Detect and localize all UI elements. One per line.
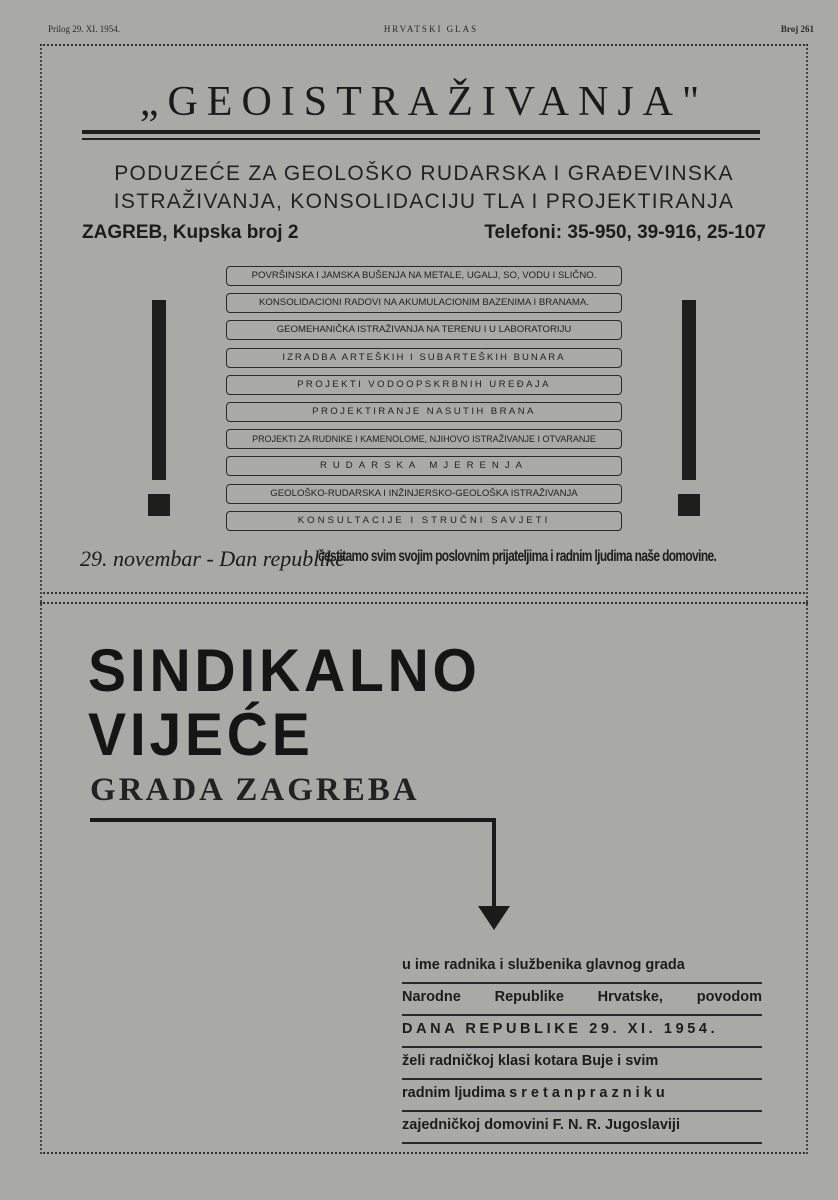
middle-dotted-rule [40,592,808,594]
title-thick-rule [82,130,760,134]
newspaper-title: HRVATSKI GLAS [383,24,479,34]
message-line: DANA REPUBLIKE 29. XI. 1954. [402,1016,762,1048]
supplement-date: Prilog 29. XI. 1954. [48,24,120,34]
service-item: PROJEKTI ZA RUDNIKE I KAMENOLOME, NJIHOVO ISTRAŽIVANJE I OTVARANJE [226,429,622,449]
company-description-line2: ISTRAŽIVANJA, KONSOLIDACIJU TLA I PROJEKTIRANJA [113,190,735,213]
service-item: GEOLOŠKO-RUDARSKA I INŽINJERSKO-GEOLOŠKA ISTRAŽIVANJA [226,484,622,504]
service-item: RUDARSKA MJERENJA [226,456,622,476]
arrow-vertical [492,818,496,910]
council-name-line1: SINDIKALNO [88,637,481,704]
right-exclamation-icon [682,300,696,480]
left-exclamation-icon [152,300,166,480]
message-line: Narodne Republike Hrvatske, povodom [402,984,762,1016]
service-item: PROJEKTI VODOOPSKRBNIH UREĐAJA [226,375,622,395]
service-item: GEOMEHANIČKA ISTRAŽIVANJA NA TERENU I U LABORATORIJU [226,320,622,340]
left-exclamation-dot [148,494,170,516]
council-name-line2: VIJEĆE [88,701,314,768]
message-line: u ime radnika i službenika glavnog grada [402,952,762,984]
message-line: radnim ljudima s r e t a n p r a z n i k u [402,1080,762,1112]
company-address: ZAGREB, Kupska broj 2 [82,222,299,243]
issue-number: Broj 261 [780,24,814,34]
top-dotted-rule [40,44,808,46]
company-phones: Telefoni: 35-950, 39-916, 25-107 [484,222,766,243]
page-header [48,24,814,38]
arrow-down-icon [478,906,510,930]
service-item: POVRŠINSKA I JAMSKA BUŠENJA NA METALE, UGALJ, SO, VODU I SLIČNO. [226,266,622,286]
company-description-line1: PODUZEĆE ZA GEOLOŠKO RUDARSKA I GRAĐEVINSKA [114,162,734,185]
message-line: zajedničkoj domovini F. N. R. Jugoslaviji [402,1112,762,1144]
right-exclamation-dot [678,494,700,516]
republic-day-heading: 29. novembar - Dan republike [80,546,345,571]
council-city: GRADA ZAGREBA [90,772,420,808]
service-item: KONSULTACIJE I STRUČNI SAVJETI [226,511,622,531]
middle-dotted-rule-2 [40,602,808,604]
message-line: želi radničkoj klasi kotara Buje i svim [402,1048,762,1080]
service-item: IZRADBA ARTEŠKIH I SUBARTEŠKIH BUNARA [226,348,622,368]
greeting-text: čestitamo svim svojim poslovnim prijateljima i radnim ljudima naše domovine. [318,548,717,565]
services-list [226,266,622,538]
arrow-horizontal [90,818,496,822]
greeting-message [402,952,762,1144]
service-item: PROJEKTIRANJE NASUTIH BRANA [226,402,622,422]
service-item: KONSOLIDACIONI RADOVI NA AKUMULACIONIM BAZENIMA I BRANAMA. [226,293,622,313]
company-title: „GEOISTRAŽIVANJA" [139,79,709,125]
title-thin-rule [82,138,760,140]
bottom-dotted-rule [40,1152,808,1154]
